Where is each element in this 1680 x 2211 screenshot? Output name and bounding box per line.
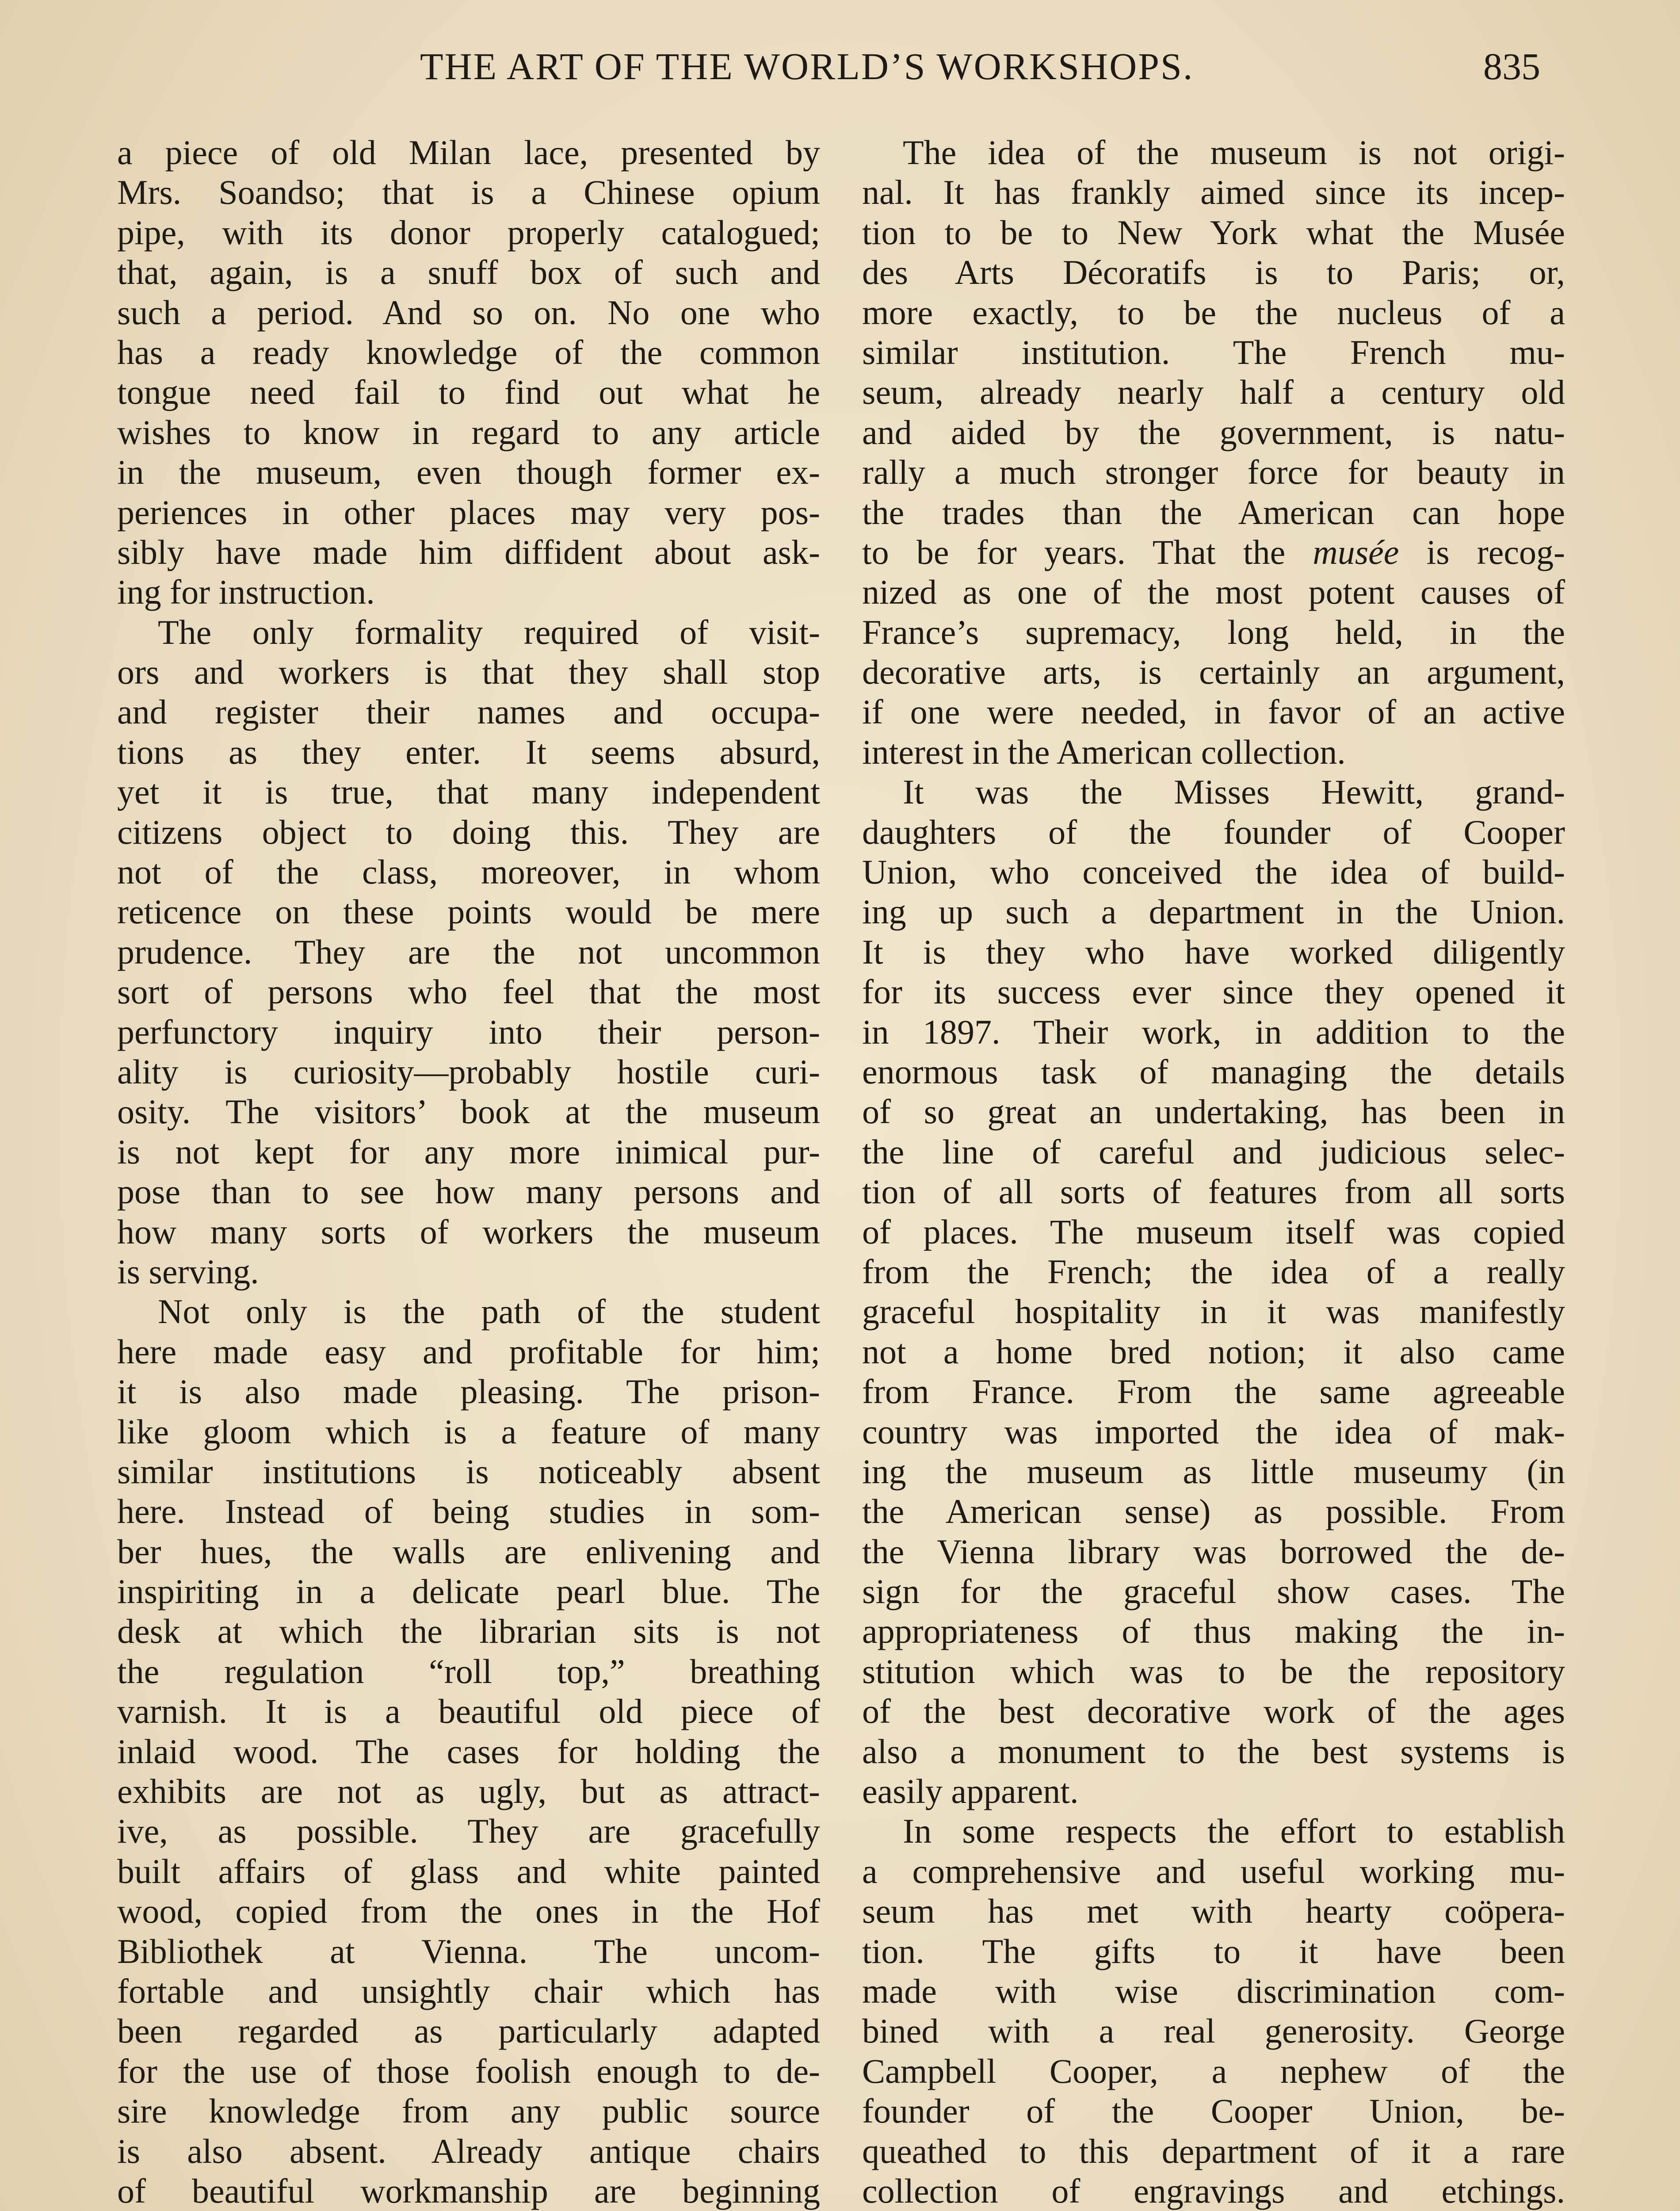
text-line: In some respects the effort to establish	[903, 1812, 1565, 1851]
text-line: of so great an undertaking, has been in	[862, 1092, 1565, 1131]
text-line: the regulation “roll top,” breathing	[117, 1652, 820, 1691]
text-line: not of the class, moreover, in whom	[117, 853, 820, 891]
text-line: perfunctory inquiry into their person-	[117, 1012, 820, 1051]
text-line: nal. It has frankly aimed since its incep-	[862, 173, 1565, 212]
text-line: des Arts Décoratifs is to Paris; or,	[862, 253, 1565, 292]
text-line: ors and workers is that they shall stop	[117, 653, 820, 692]
text-line: country was imported the idea of mak-	[862, 1412, 1565, 1451]
text-line: a piece of old Milan lace, presented by	[117, 133, 820, 172]
text-line: nized as one of the most potent causes of	[862, 573, 1565, 612]
text-line: rally a much stronger force for beauty in	[862, 453, 1565, 492]
text-line: inlaid wood. The cases for holding the	[117, 1732, 820, 1771]
text-line: wood, copied from the ones in the Hof	[117, 1892, 820, 1931]
text-line: ive, as possible. They are gracefully	[117, 1812, 820, 1851]
text-line: osity. The visitors’ book at the museum	[117, 1092, 820, 1131]
text-line: tions as they enter. It seems absurd,	[117, 732, 820, 771]
text-line: pose than to see how many persons and	[117, 1172, 820, 1211]
text-line: a comprehensive and useful working mu-	[862, 1851, 1565, 1890]
text-line: in 1897. Their work, in addition to the	[862, 1012, 1565, 1051]
text-line: of beautiful workmanship are beginning	[117, 2171, 820, 2210]
text-line: queathed to this department of it a rare	[862, 2131, 1565, 2170]
text-line: interest in the American collection.	[862, 732, 1346, 771]
text-line: been regarded as particularly adapted	[117, 2012, 820, 2050]
text-line: sire knowledge from any public source	[117, 2092, 820, 2131]
text-line: if one were needed, in favor of an active	[862, 692, 1565, 731]
text-line: collection of engravings and etchings.	[862, 2171, 1565, 2210]
text-line: is also absent. Already antique chairs	[117, 2131, 820, 2170]
text-line: is not kept for any more inimical pur-	[117, 1132, 820, 1171]
text-line: the American sense) as possible. From	[862, 1492, 1565, 1531]
italic-word: musée	[1313, 532, 1399, 571]
text-line: periences in other places may very pos-	[117, 493, 820, 532]
page-number: 835	[1483, 45, 1540, 88]
text-line: easily apparent.	[862, 1772, 1079, 1811]
text-line: how many sorts of workers the museum	[117, 1212, 820, 1251]
text-line: bined with a real generosity. George	[862, 2012, 1565, 2050]
text-line: ing the museum as little museumy (in	[862, 1452, 1565, 1491]
text-line: also a monument to the best systems is	[862, 1732, 1565, 1771]
text-line: wishes to know in regard to any article	[117, 413, 820, 451]
text-line: it is also made pleasing. The prison-	[117, 1372, 820, 1411]
text-line: here. Instead of being studies in som-	[117, 1492, 820, 1531]
text-line: It is they who have worked diligently	[862, 932, 1565, 971]
text-line: similar institution. The French mu-	[862, 333, 1565, 371]
text-line: and aided by the government, is natu-	[862, 413, 1565, 451]
text-line: ber hues, the walls are enlivening and	[117, 1532, 820, 1571]
text-line: the trades than the American can hope	[862, 493, 1565, 532]
text-line: exhibits are not as ugly, but as attract-	[117, 1772, 820, 1811]
text-line: such a period. And so on. No one who	[117, 293, 820, 332]
text-line: prudence. They are the not uncommon	[117, 932, 820, 971]
text-line: founder of the Cooper Union, be-	[862, 2092, 1565, 2131]
text-line: from France. From the same agreeable	[862, 1372, 1565, 1411]
text-line: The idea of the museum is not origi-	[903, 133, 1565, 172]
text-line: stitution which was to be the repository	[862, 1652, 1565, 1691]
text-line: pipe, with its donor properly catalogued;	[117, 213, 820, 252]
text-line: not a home bred notion; it also came	[862, 1332, 1565, 1371]
text-line: and register their names and occupa-	[117, 692, 820, 731]
text-line: that, again, is a snuff box of such and	[117, 253, 820, 292]
text-line: varnish. It is a beautiful old piece of	[117, 1692, 820, 1731]
text-line: Not only is the path of the student	[158, 1292, 820, 1331]
text-line: more exactly, to be the nucleus of a	[862, 293, 1565, 332]
text-line: here made easy and profitable for him;	[117, 1332, 820, 1371]
running-title: THE ART OF THE WORLD’S WORKSHOPS.	[420, 45, 1194, 88]
text-line: for its success ever since they opened it	[862, 972, 1565, 1011]
text-line: ing for instruction.	[117, 573, 375, 612]
text-line: built affairs of glass and white painted	[117, 1851, 820, 1890]
text-line: ing up such a department in the Union.	[862, 892, 1565, 931]
text-line: is serving.	[117, 1252, 259, 1291]
text-line: France’s supremacy, long held, in the	[862, 612, 1565, 651]
text-line: like gloom which is a feature of many	[117, 1412, 820, 1451]
text-line: Union, who conceived the idea of build-	[862, 853, 1565, 891]
text-line: appropriateness of thus making the in-	[862, 1612, 1565, 1651]
text-line: has a ready knowledge of the common	[117, 333, 820, 371]
text-line: of places. The museum itself was copied	[862, 1212, 1565, 1251]
text-line: desk at which the librarian sits is not	[117, 1612, 820, 1651]
text-line: seum, already nearly half a century old	[862, 373, 1565, 412]
text-fragment: is recog-	[1399, 532, 1565, 571]
left-text-column	[117, 133, 820, 2211]
text-line: Campbell Cooper, a nephew of the	[862, 2051, 1565, 2090]
text-line: in the museum, even though former ex-	[117, 453, 820, 492]
text-line: inspiriting in a delicate pearl blue. The	[117, 1572, 820, 1611]
text-line: enormous task of managing the details	[862, 1052, 1565, 1091]
text-line: sibly have made him diffident about ask-	[117, 532, 820, 571]
text-line: Bibliothek at Vienna. The uncom-	[117, 1932, 820, 1970]
text-line: for the use of those foolish enough to de-	[117, 2051, 820, 2090]
text-line: Mrs. Soandso; that is a Chinese opium	[117, 173, 820, 212]
text-line: tion. The gifts to it have been	[862, 1932, 1565, 1970]
text-line: the Vienna library was borrowed the de-	[862, 1532, 1565, 1571]
text-line	[862, 532, 1565, 572]
text-line: the line of careful and judicious selec-	[862, 1132, 1565, 1171]
text-line: graceful hospitality in it was manifestly	[862, 1292, 1565, 1331]
text-line: ality is curiosity—probably hostile curi-	[117, 1052, 820, 1091]
text-line: citizens object to doing this. They are	[117, 812, 820, 851]
text-line: of the best decorative work of the ages	[862, 1692, 1565, 1731]
text-line: reticence on these points would be mere	[117, 892, 820, 931]
text-line: sort of persons who feel that the most	[117, 972, 820, 1011]
text-line: It was the Misses Hewitt, grand-	[903, 773, 1565, 811]
text-fragment: to be for years. That the	[862, 532, 1313, 571]
text-line: tongue need fail to find out what he	[117, 373, 820, 412]
right-text-column	[862, 133, 1565, 2211]
text-line: yet it is true, that many independent	[117, 773, 820, 811]
text-line: daughters of the founder of Cooper	[862, 812, 1565, 851]
text-line: made with wise discrimination com-	[862, 1971, 1565, 2010]
text-line: seum has met with hearty coöpera-	[862, 1892, 1565, 1931]
text-line: The only formality required of visit-	[158, 612, 820, 651]
text-line: from the French; the idea of a really	[862, 1252, 1565, 1291]
text-line: sign for the graceful show cases. The	[862, 1572, 1565, 1611]
text-line: fortable and unsightly chair which has	[117, 1971, 820, 2010]
text-line: similar institutions is noticeably absent	[117, 1452, 820, 1491]
text-line: tion of all sorts of features from all sorts	[862, 1172, 1565, 1211]
text-line: decorative arts, is certainly an argument,	[862, 653, 1565, 692]
text-line: tion to be to New York what the Musée	[862, 213, 1565, 252]
